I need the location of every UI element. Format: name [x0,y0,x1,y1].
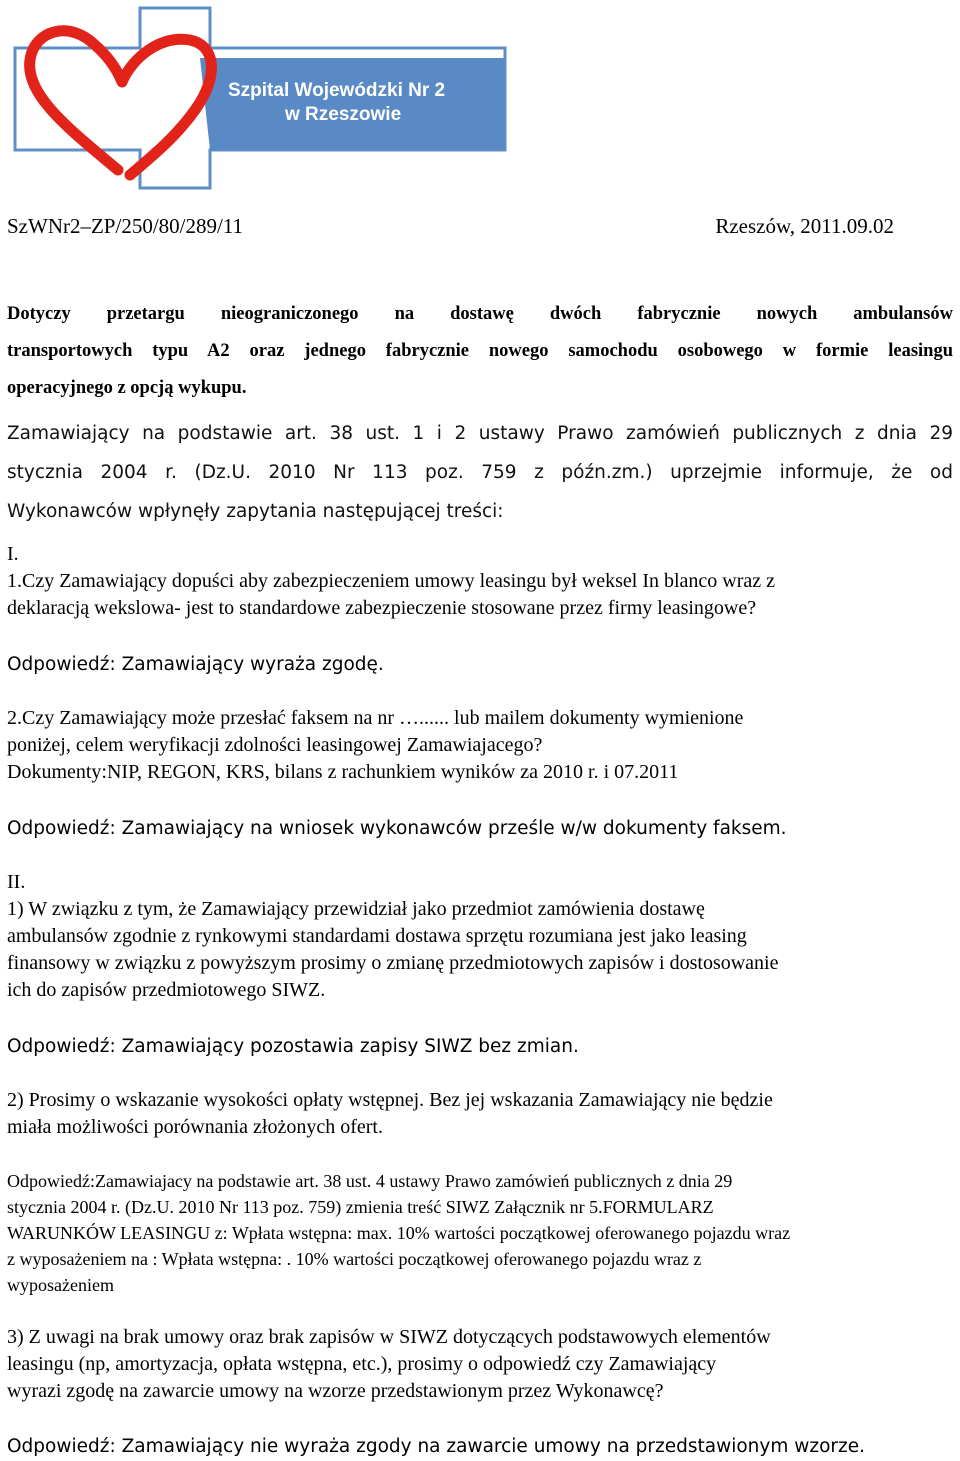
subject [7,296,953,407]
intro-paragraph [7,414,953,531]
question-line: finansowy w związku z powyższym prosimy o zmianę przedmiotowych zapisów i dostosowanie [7,952,779,974]
intro-line: Zamawiający na podstawie art. 38 ust. 1 i 2 ustawy Prawo zamówień publicznych z dnia 29 [7,423,953,444]
question-line: leasingu (np, amortyzacja, opłata wstępna, etc.), prosimy o odpowiedź czy Zamawiający [7,1353,717,1375]
answer-ii-1: Odpowiedź: Zamawiający pozostawia zapisy SIWZ bez zmian. [7,1036,579,1057]
answer-line: wyposażeniem [7,1275,114,1295]
answer-line: z wyposażeniem na : Wpłata wstępna: . 10% wartości początkowej oferowanego pojazdu wraz z [7,1249,702,1269]
heart-icon [30,31,212,175]
document-date: Rzeszów, 2011.09.02 [715,214,894,238]
question-line: 1) W związku z tym, że Zamawiający przewidział jako przedmiot zamówienia dostawę [7,898,705,920]
intro-line: Wykonawców wpłynęły zapytania następującej treści: [7,501,504,522]
question-line: 2) Prosimy o wskazanie wysokości opłaty wstępnej. Bez jej wskazania Zamawiający nie będzie [7,1089,773,1111]
question-ii-2 [7,1087,953,1141]
question-line: ich do zapisów przedmiotowego SIWZ. [7,979,326,1001]
answer-2: Odpowiedź: Zamawiający na wniosek wykonawców prześle w/w dokumenty faksem. [7,818,787,839]
logo-line1: Szpital Wojewódzki Nr 2 [228,80,446,101]
question-line: wyrazi zgodę na zawarcie umowy na wzorze przedstawionym przez Wykonawcę? [7,1380,664,1402]
answer-line: WARUNKÓW LEASINGU z: Wpłata wstępna: max. 10% wartości początkowej oferowanego pojazdu wraz [7,1223,791,1243]
question-line: poniżej, celem weryfikacji zdolności leasingowej Zamawiajacego? [7,734,543,756]
question-2 [7,705,953,786]
answer-ii-3: Odpowiedź: Zamawiający nie wyraża zgody na zawarcie umowy na przedstawionym wzorze. [7,1436,865,1457]
subject-line: operacyjnego z opcją wykupu. [7,378,247,398]
subject-line: transportowych typu A2 oraz jednego fabrycznie nowego samochodu osobowego w formie leasingu [7,341,953,361]
subject-line: Dotyczy przetargu nieograniczonego na dostawę dwóch fabrycznie nowych ambulansów [7,304,953,324]
hospital-logo [0,0,520,195]
answer-ii-2 [7,1168,953,1298]
answer-line: Odpowiedź:Zamawiajacy na podstawie art. 38 ust. 4 ustawy Prawo zamówień publicznych z dnia 29 [7,1171,733,1191]
question-ii-3 [7,1324,953,1405]
intro-line: stycznia 2004 r. (Dz.U. 2010 Nr 113 poz. 759 z późn.zm.) uprzejmie informuje, że od [7,462,953,483]
question-line: deklaracją wekslowa- jest to standardowe zabezpieczenie stosowane przez firmy leasingowe? [7,597,757,619]
question-ii-1 [7,896,953,1004]
section-heading: I. [7,543,19,565]
question-line: 1.Czy Zamawiający dopuści aby zabezpieczeniem umowy leasingu był weksel In blanco wraz z [7,570,776,592]
question-1 [7,568,953,622]
reference-number: SzWNr2–ZP/250/80/289/11 [7,214,244,238]
question-line: miała możliwości porównania złożonych ofert. [7,1116,383,1138]
logo-line2: w Rzeszowie [285,104,402,125]
question-line: ambulansów zgodnie z rynkowymi standardami dostawa sprzętu rozumiana jest jako leasing [7,925,747,947]
question-line: Dokumenty:NIP, REGON, KRS, bilans z rachunkiem wyników za 2010 r. i 07.2011 [7,761,679,783]
answer-1: Odpowiedź: Zamawiający wyraża zgodę. [7,654,384,675]
question-line: 2.Czy Zamawiający może przesłać faksem na nr …...... lub mailem dokumenty wymienione [7,707,744,729]
question-line: 3) Z uwagi na brak umowy oraz brak zapisów w SIWZ dotyczących podstawowych elementów [7,1326,771,1348]
section-heading: II. [7,871,26,893]
answer-line: stycznia 2004 r. (Dz.U. 2010 Nr 113 poz. 759) zmienia treść SIWZ Załącznik nr 5.FORMULARZ [7,1197,714,1217]
